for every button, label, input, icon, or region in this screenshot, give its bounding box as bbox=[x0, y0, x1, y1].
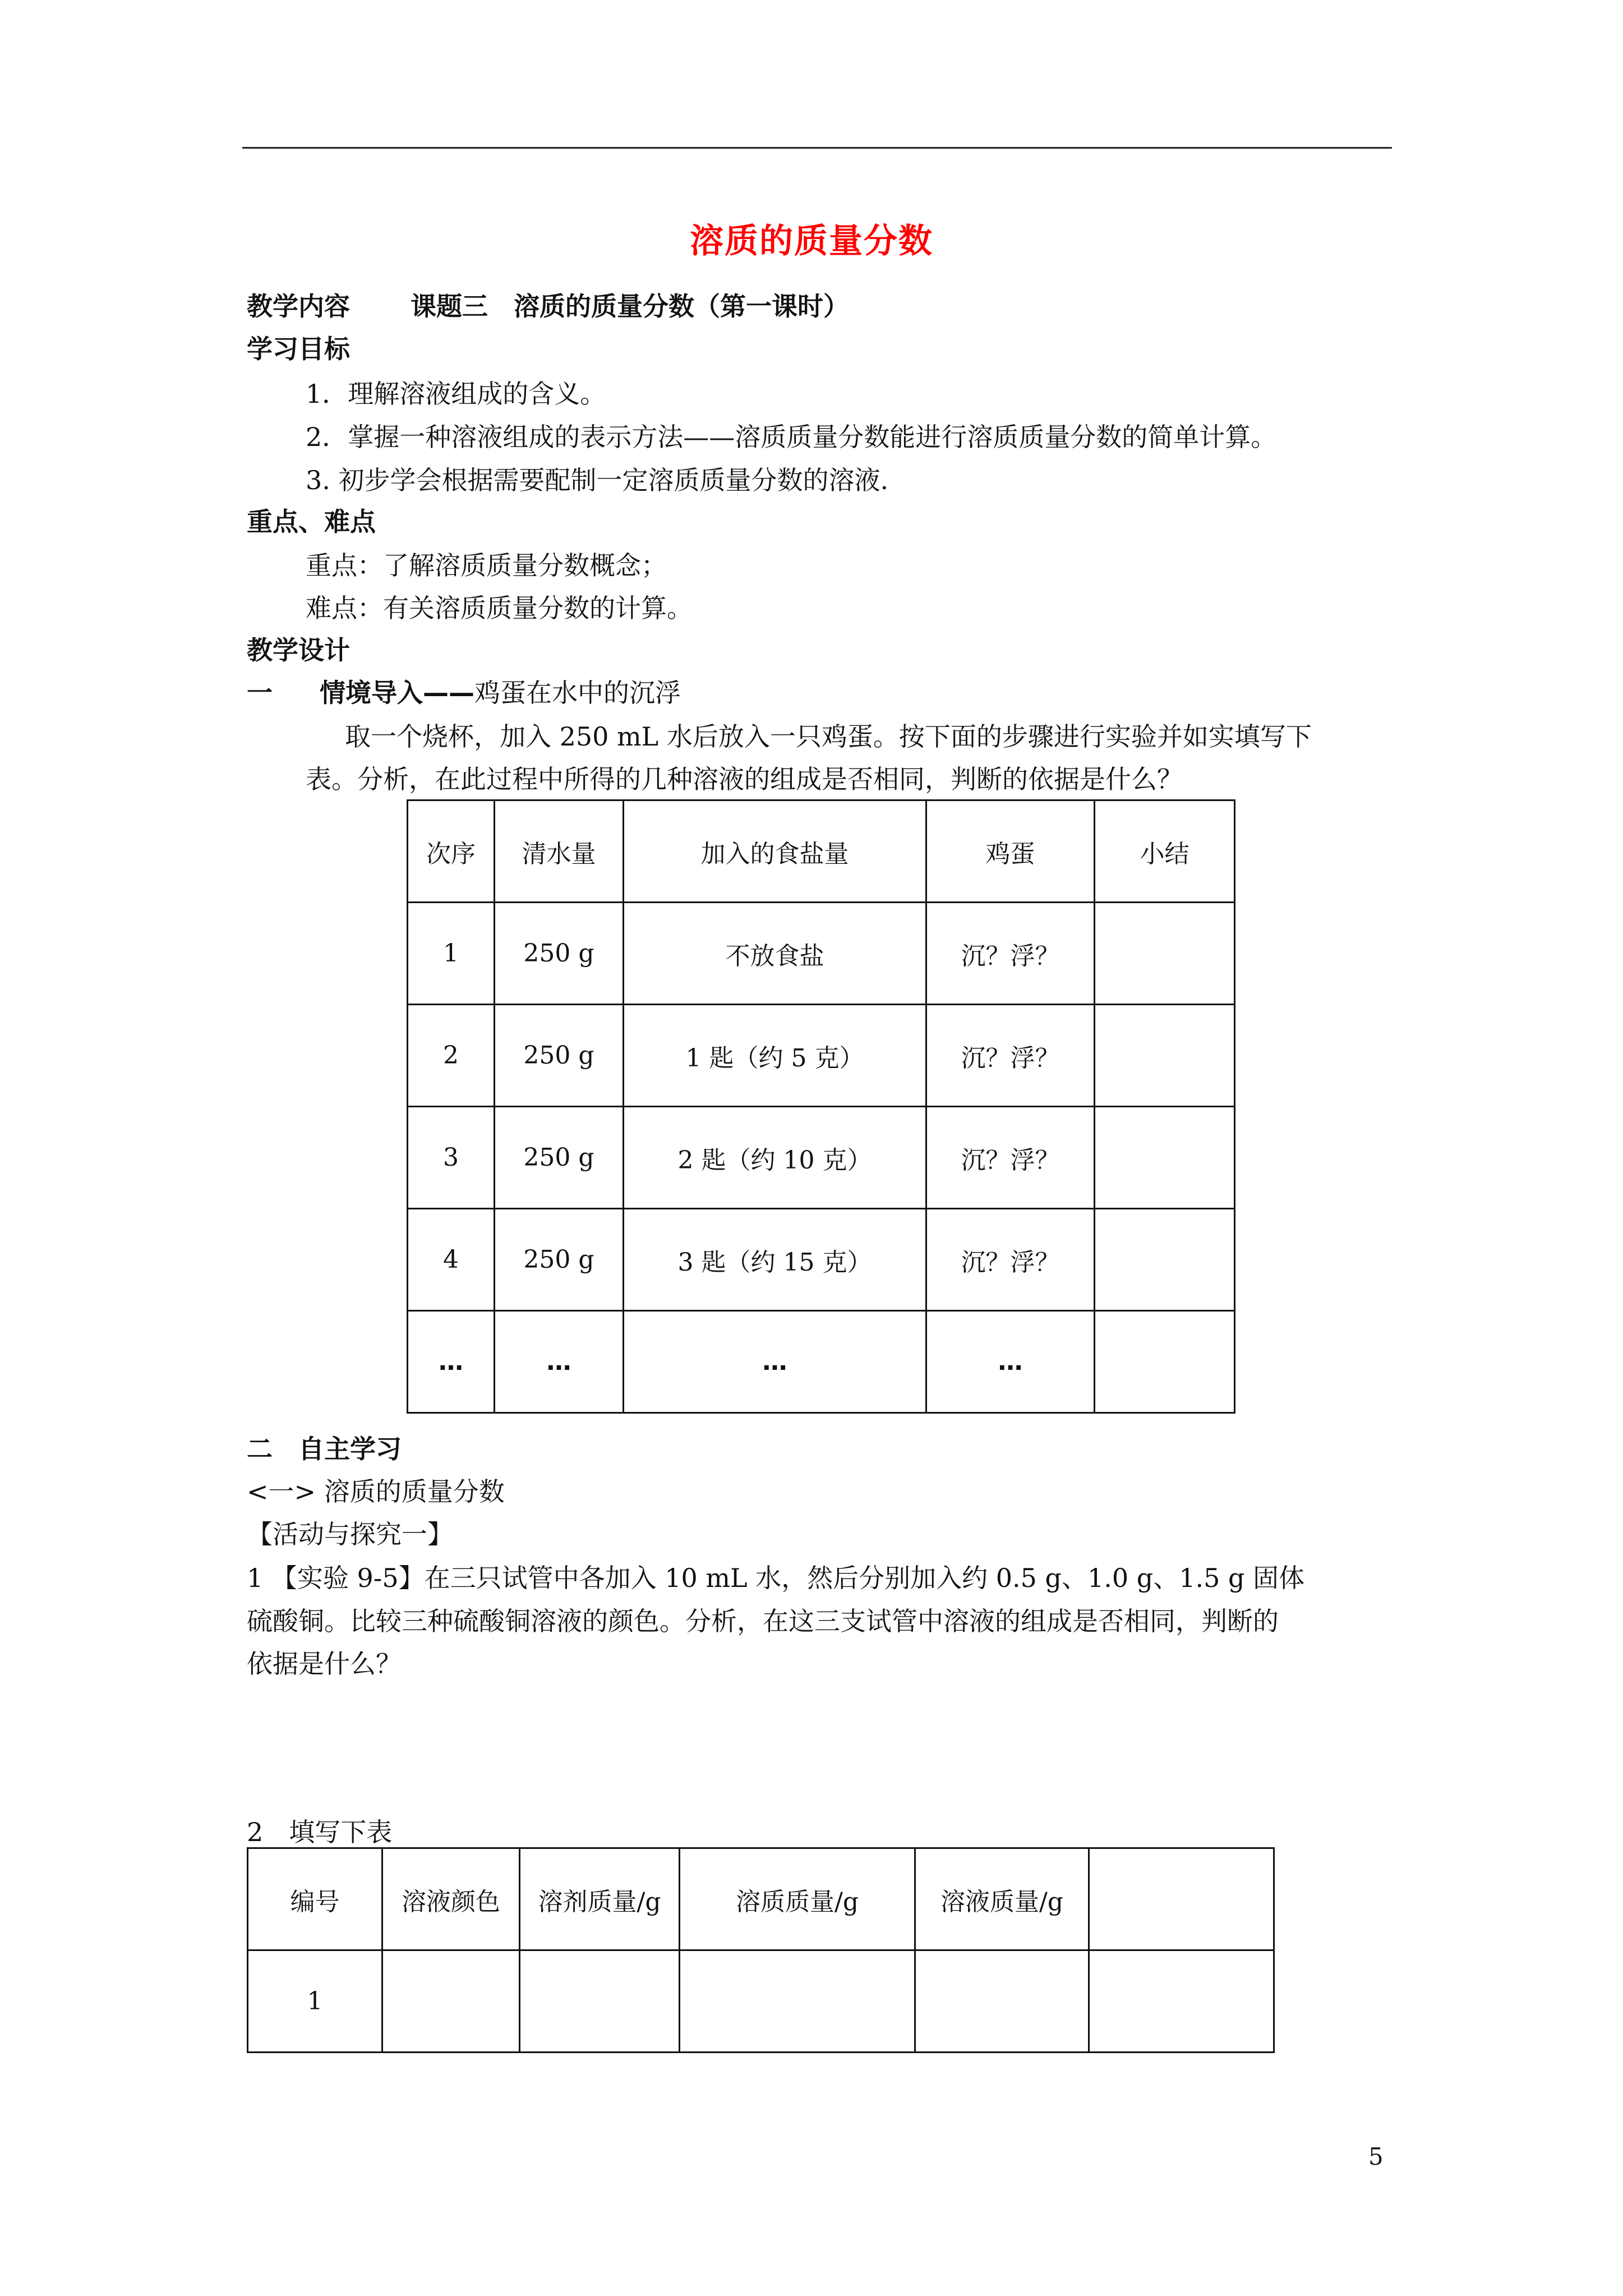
table-row bbox=[408, 903, 1235, 1005]
header-cell: 加入的食盐量 bbox=[624, 800, 926, 903]
section1-num: 一 bbox=[247, 678, 273, 708]
table-cell: 不放食盐 bbox=[624, 903, 926, 1005]
section1-text: 鸡蛋在水中的沉浮 bbox=[474, 678, 681, 708]
table-row bbox=[408, 1107, 1235, 1209]
experiment-line-1: 1 【实验 9-5】在三只试管中各加入 10 mL 水，然后分别加入约 0.5 g、1.0 g、1.5 g 固体 bbox=[247, 1563, 1305, 1593]
table-cell bbox=[1095, 903, 1235, 1005]
table-cell: 1 匙（约 5 克） bbox=[624, 1005, 926, 1107]
table-cell: 4 bbox=[408, 1209, 495, 1311]
content-text: 课题三 溶质的质量分数（第一课时） bbox=[411, 291, 849, 321]
key-point: 重点：了解溶质质量分数概念； bbox=[306, 550, 667, 581]
sub-heading: <一> 溶质的质量分数 bbox=[247, 1476, 505, 1507]
table-cell: 250 g bbox=[495, 1107, 624, 1209]
goal-item: 2．掌握一种溶液组成的表示方法——溶质质量分数能进行溶质质量分数的简单计算。 bbox=[306, 422, 1277, 452]
goal-item: 3. 初步学会根据需要配制一定溶质质量分数的溶液. bbox=[306, 465, 889, 495]
table-cell: 3 bbox=[408, 1107, 495, 1209]
section2-heading: 二 自主学习 bbox=[247, 1434, 402, 1464]
table-cell: … bbox=[495, 1311, 624, 1413]
page-title: 溶质的质量分数 bbox=[690, 222, 933, 261]
header-cell: 小结 bbox=[1095, 800, 1235, 903]
table-cell: 2 匙（约 10 克） bbox=[624, 1107, 926, 1209]
table-cell bbox=[1095, 1005, 1235, 1107]
content-row bbox=[247, 285, 849, 328]
header-cell bbox=[1089, 1848, 1274, 1950]
table-cell: 1 bbox=[408, 903, 495, 1005]
header-cell: 溶液颜色 bbox=[382, 1848, 520, 1950]
header-cell: 清水量 bbox=[495, 800, 624, 903]
table-cell: … bbox=[926, 1311, 1095, 1413]
content-label: 教学内容 bbox=[247, 291, 350, 321]
table-cell bbox=[1095, 1209, 1235, 1311]
table-cell: … bbox=[624, 1311, 926, 1413]
intro-line-2: 表。分析，在此过程中所得的几种溶液的组成是否相同，判断的依据是什么？ bbox=[306, 764, 1183, 794]
table-cell bbox=[680, 1950, 915, 2053]
table-cell: 沉？浮？ bbox=[926, 903, 1095, 1005]
table-header-row bbox=[408, 800, 1235, 903]
table-cell: 250 g bbox=[495, 903, 624, 1005]
table-row bbox=[248, 1950, 1274, 2053]
table-row bbox=[408, 1005, 1235, 1107]
table-cell: 250 g bbox=[495, 1005, 624, 1107]
header-cell: 编号 bbox=[248, 1848, 382, 1950]
page-number: 5 bbox=[1368, 2143, 1384, 2170]
key-heading: 重点、难点 bbox=[247, 507, 376, 537]
table-cell: 2 bbox=[408, 1005, 495, 1107]
header-cell: 次序 bbox=[408, 800, 495, 903]
table-cell bbox=[1095, 1107, 1235, 1209]
table-cell: … bbox=[408, 1311, 495, 1413]
table-cell: 1 bbox=[248, 1950, 382, 2053]
difficult-point: 难点：有关溶质质量分数的计算。 bbox=[306, 593, 693, 623]
table-cell bbox=[915, 1950, 1089, 2053]
goal-item: 1．理解溶液组成的含义。 bbox=[306, 379, 606, 409]
activity-heading: 【活动与探究一】 bbox=[247, 1519, 453, 1549]
table-cell: 沉？浮？ bbox=[926, 1107, 1095, 1209]
table-cell: 3 匙（约 15 克） bbox=[624, 1209, 926, 1311]
header-cell: 溶剂质量/g bbox=[520, 1848, 680, 1950]
table-cell bbox=[382, 1950, 520, 2053]
intro-line-1: 取一个烧杯，加入 250 mL 水后放入一只鸡蛋。按下面的步骤进行实验并如实填写下 bbox=[345, 721, 1312, 752]
header-cell: 溶质质量/g bbox=[680, 1848, 915, 1950]
section1-heading bbox=[247, 671, 681, 714]
goals-heading: 学习目标 bbox=[247, 334, 350, 364]
fill-table-label: 2 填写下表 bbox=[247, 1817, 393, 1847]
table-cell bbox=[1089, 1950, 1274, 2053]
table-header-row bbox=[248, 1848, 1274, 1950]
section1-bold: 情境导入—— bbox=[320, 678, 474, 708]
design-heading: 教学设计 bbox=[247, 635, 350, 665]
table-cell bbox=[1095, 1311, 1235, 1413]
table-cell: 250 g bbox=[495, 1209, 624, 1311]
header-cell: 鸡蛋 bbox=[926, 800, 1095, 903]
table-row bbox=[408, 1209, 1235, 1311]
experiment-line-2: 硫酸铜。比较三种硫酸铜溶液的颜色。分析，在这三支试管中溶液的组成是否相同，判断的 bbox=[247, 1606, 1279, 1636]
table-cell: 沉？浮？ bbox=[926, 1209, 1095, 1311]
copper-sulfate-table bbox=[247, 1847, 1275, 2053]
header-rule bbox=[242, 147, 1392, 149]
table-row bbox=[408, 1311, 1235, 1413]
experiment-line-3: 依据是什么？ bbox=[247, 1649, 402, 1679]
table-cell bbox=[520, 1950, 680, 2053]
table-cell: 沉？浮？ bbox=[926, 1005, 1095, 1107]
header-cell: 溶液质量/g bbox=[915, 1848, 1089, 1950]
egg-experiment-table bbox=[407, 799, 1235, 1414]
